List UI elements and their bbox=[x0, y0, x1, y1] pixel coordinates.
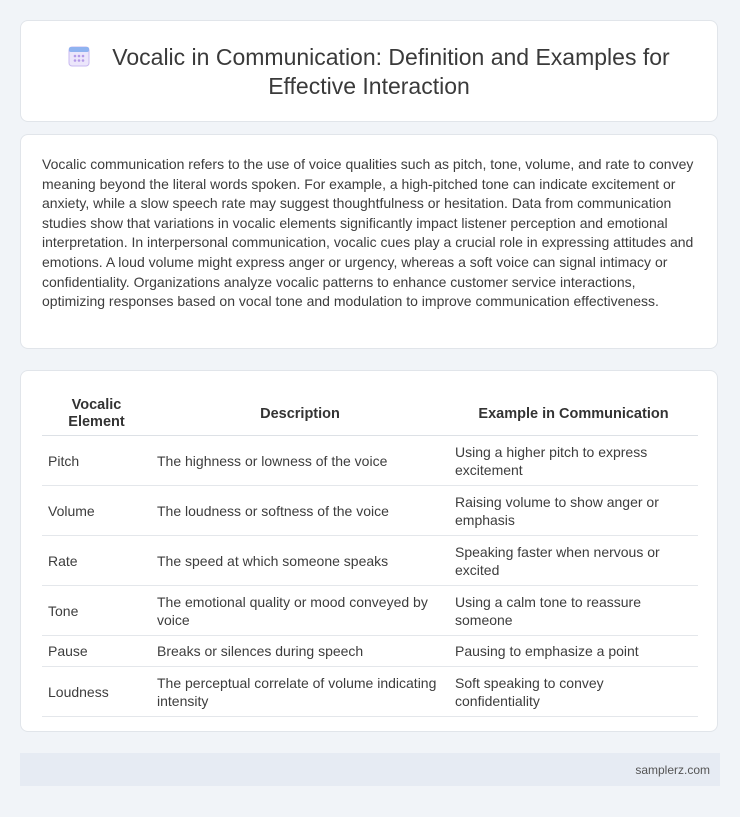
table-cell: Tone bbox=[42, 586, 151, 636]
table-cell: Breaks or silences during speech bbox=[151, 636, 449, 667]
intro-card bbox=[20, 134, 718, 349]
footer-site-link[interactable]: samplerz.com bbox=[635, 763, 710, 777]
table-row bbox=[42, 586, 698, 636]
table-row bbox=[42, 636, 698, 667]
title-line-1: Vocalic in Communication: Definition and Examples for bbox=[112, 44, 670, 70]
header-description: Description bbox=[151, 391, 449, 436]
table-cell: Using a higher pitch to express excitement bbox=[449, 436, 698, 486]
table-header-row bbox=[42, 391, 698, 436]
table-cell: Speaking faster when nervous or excited bbox=[449, 536, 698, 586]
header-example: Example in Communication bbox=[449, 391, 698, 436]
page-title bbox=[21, 43, 717, 101]
table-card bbox=[20, 370, 718, 732]
footer bbox=[20, 753, 720, 786]
table-cell: The perceptual correlate of volume indicating intensity bbox=[151, 667, 449, 717]
table-cell: The speed at which someone speaks bbox=[151, 536, 449, 586]
table-cell: Pause bbox=[42, 636, 151, 667]
header-vocalic-element: Vocalic Element bbox=[42, 391, 151, 436]
title-card bbox=[20, 20, 718, 122]
intro-paragraph: Vocalic communication refers to the use of voice qualities such as pitch, tone, volume, and rate to convey meaning beyond the literal words spoken. For example, a high-pitched tone can indicate excitement or anxiety, while a slow speech rate may suggest thoughtfulness or hesitation. Data from communication studies show that variations in vocalic elements significantly impact listener perception and emotional interpretation. In interpersonal communication, vocalic cues play a crucial role in expressing attitudes and emotions. A loud volume might express anger or urgency, whereas a soft voice can signal intimacy or confidentiality. Organizations analyze vocalic patterns to enhance customer service interactions, optimizing responses based on vocal tone and modulation to improve communication effectiveness. bbox=[42, 156, 694, 310]
table-cell: Volume bbox=[42, 486, 151, 536]
table-row bbox=[42, 486, 698, 536]
title-line-2: Effective Interaction bbox=[268, 73, 470, 99]
calendar-icon bbox=[68, 45, 90, 67]
table-cell: The emotional quality or mood conveyed by voice bbox=[151, 586, 449, 636]
table-cell: Pausing to emphasize a point bbox=[449, 636, 698, 667]
table-cell: Using a calm tone to reassure someone bbox=[449, 586, 698, 636]
table-row bbox=[42, 436, 698, 486]
table-cell: Soft speaking to convey confidentiality bbox=[449, 667, 698, 717]
table-cell: Raising volume to show anger or emphasis bbox=[449, 486, 698, 536]
table-row bbox=[42, 667, 698, 717]
table-cell: The loudness or softness of the voice bbox=[151, 486, 449, 536]
table-cell: Rate bbox=[42, 536, 151, 586]
table-cell: Pitch bbox=[42, 436, 151, 486]
table-row bbox=[42, 536, 698, 586]
table-cell: The highness or lowness of the voice bbox=[151, 436, 449, 486]
table-cell: Loudness bbox=[42, 667, 151, 717]
vocalic-table bbox=[42, 391, 698, 717]
